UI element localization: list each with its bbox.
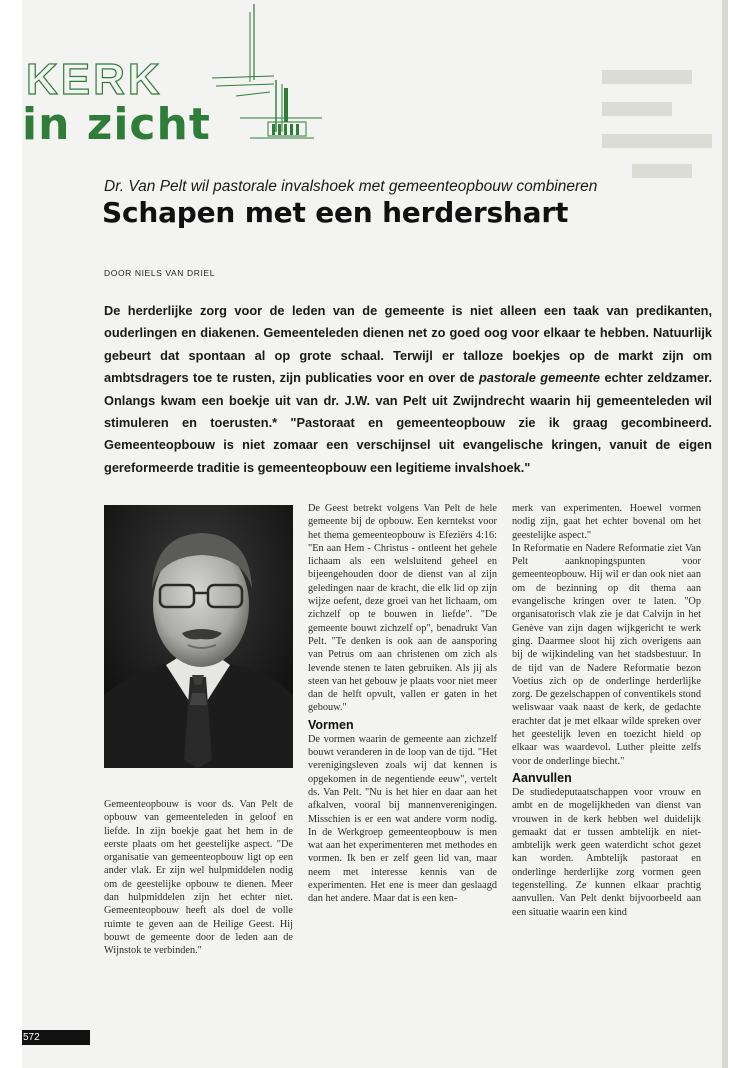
article-headline: Schapen met een herdershart [102,196,569,229]
page-number: 572 [23,1032,40,1043]
text-column-3 [512,502,701,919]
article-byline: DOOR NIELS VAN DRIEL [104,268,216,278]
article-intro [104,300,712,479]
text-column-1 [104,798,293,958]
intro-text-part-1: De herderlijke zorg voor de leden van de gemeente is niet alleen een taak van predikanten, ouderlingen en diakenen. Gemeenteleden dienen net zo goed oog voor elkaar te hebben. Natuurlijk gebeurt dat spontaan al op grote schaal. Terwijl er talloze boekjes op de markt zijn om ambtsdragers toe te rusten, zijn publicaties voor en over de [104,303,712,386]
masthead-word-kerk: KERK [26,55,163,104]
author-portrait-photo [104,505,293,768]
column2-paragraph-1: De Geest betrekt volgens Van Pelt de hele gemeente bij de opbouw. Een kerntekst voor het thema gemeenteopbouw is Efeziërs 4:16: "En aan Hem - Christus - ontleent het gehele lichaam als een welsluitend geheel en bijeengehouden door de dienst van al zijn geledingen naar de kracht, die elk lid op zijn wijze oefent, deze groei van het lichaam, om zichzelf op te bouwen in liefde". "De gemeente bouwt zichzelf op", benadrukt Van Pelt. "Te denken is ook aan de aansporing van Petrus om aan christenen om zich als levende stenen te laten gebruiken. Als jij als steen van het gebouw je plaats voor niet meer dan de helft opvult, vallen er gaten in het gebouw." [308,503,497,714]
masthead-word-in-zicht: in zicht [22,99,211,150]
intro-text-part-2: echter zeldzamer. Onlangs kwam een boekje uit van dr. J.W. van Pelt uit Zwijndrecht waarin hij gemeenteleden wil stimuleren en toerusten.* "Pastoraat en gemeenteopbouw zie ik graag gecombineerd. Gemeenteopbouw is niet zomaar een verschijnsel uit evangelische kringen, vanuit de eigen gereformeerde traditie is gemeenteopbouw een legitieme invalshoek." [104,370,713,475]
column1-paragraph: Gemeenteopbouw is voor ds. Van Pelt de opbouw van gemeenteleden in geloof en liefde. In zijn boekje gaat het hem in de eerste plaats om het geestelijke aspect. "De organisatie van gemeenteopbouw ligt op een ander vlak. Er zijn wel hulpmiddelen nodig om de geestelijke opbouw te dienen. Meer dan hulpmiddelen zijn het echter niet. Gemeenteopbouw heeft als doel de volle ruimte te geven aan de Heilige Geest. Hij bouwt de gemeente door de leden aan de Wijnstok te verbinden." [104,799,293,957]
section-heading-aanvullen: Aanvullen [512,770,572,785]
bleed-through-text [572,64,722,194]
text-column-2 [308,502,497,906]
magazine-page [22,0,722,1068]
column3-paragraph-2: In Reformatie en Nadere Reformatie ziet Van Pelt aanknopingspunten voor gemeenteopbouw. Hij wil er dan ook niet aan om de bezinning op dit thema aan evangelische kringen over te laten. "Op organisatorisch vlak zie je dat Calvijn in het Genève van zijn dagen wijkgericht te werk ging. Daarmee sloot hij zich overigens aan bij de wijkindeling van het stadsbestuur. In de tijd van de Nadere Reformatie bezon Voetius zich op de onderlinge herderlijke zorg. De gezelschappen of conventikels stond weliswaar vaak naast de kerk, de gedachte erachter dat je met elkaar wilde spreken over het geestelijk leven en toezicht hield op elkaar was waardevol. Luther pleitte zelfs voor de onderlinge biecht." [512,542,701,767]
church-tower-logo [210,0,322,150]
section-heading-vormen: Vormen [308,717,354,732]
bleed-through-shapes [572,64,722,184]
portrait-image [104,505,293,768]
article-subtitle: Dr. Van Pelt wil pastorale invalshoek met gemeenteopbouw combineren [104,178,598,195]
intro-italic-phrase: pastorale gemeente [478,370,601,386]
section-masthead [22,0,322,150]
column3-paragraph-1: merk van experimenten. Hoewel vormen nodig zijn, gaat het echter bovenal om het geestelijke aspect." [512,503,701,541]
column3-paragraph-3: De studiedeputaatschappen voor vrouw en ambt en de mogelijkheden van dienst van vrouwen in de kerk hebben wel duidelijk gemaakt dat er tussen ambtelijk en niet-ambtelijk werk geen waterdicht schot gezet kan worden. Ambtelijk pastoraat en onderlinge herderlijke zorg vormen geen tegenstelling. Ze kunnen elkaar prachtig aanvullen. Van Pelt denkt bijvoorbeeld aan een situatie waarin een kind [512,786,701,918]
scan-edge-shadow [722,0,728,1068]
column2-paragraph-2: De vormen waarin de gemeente aan zichzelf bouwt veranderen in de loop van de tijd. "Het verenigingsleven zoals wij dat kennen is opgekomen in de negentiende eeuw", vertelt ds. Van Pelt. "Nu is het hier en daar aan het afkalven, vooral bij mannenverenigingen. Misschien is er een wat andere vorm nodig. In de Werkgroep gemeenteopbouw is men wat aan het experimenteren met methodes en vormen. Ik ben er zelf geen lid van, maar neem met interesse kennis van de experimenten. Het ene is meer dan geslaagd dan het andere. Maar dat is een ken- [308,733,497,905]
